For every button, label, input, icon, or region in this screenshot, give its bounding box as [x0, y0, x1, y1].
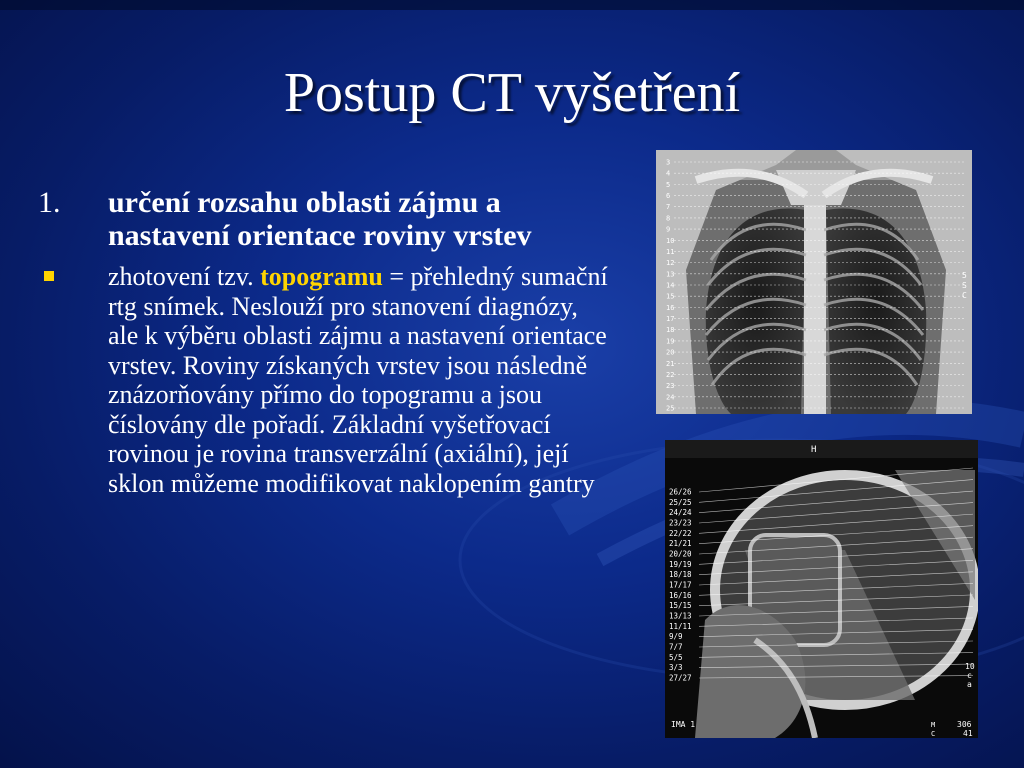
slice-number-label: 26/26	[669, 487, 692, 497]
slice-number-label: 23/23	[669, 518, 692, 528]
slice-number-label: 15	[666, 292, 675, 301]
slice-number-label: 11/11	[669, 621, 692, 631]
slice-number-label: 21	[666, 359, 675, 368]
skull-bottom-right-label: 306	[957, 720, 972, 729]
bullet-text-before: zhotovení tzv.	[108, 262, 261, 291]
slice-number-label: 24	[666, 393, 675, 402]
slice-number-label: 23	[666, 382, 675, 391]
slice-number-label: 17	[666, 315, 675, 324]
slice-number-label: 9/9	[669, 632, 683, 642]
slice-number-label: 22/22	[669, 528, 692, 538]
slice-number-label: 21/21	[669, 539, 692, 549]
skull-xray-graphic	[665, 440, 978, 738]
skull-right-label-3: a	[967, 680, 972, 689]
skull-bottom-mid-label-2: C	[931, 730, 936, 738]
chest-side-label: C	[962, 291, 967, 300]
slice-number-label: 11	[666, 247, 675, 256]
slide-title: Postup CT vyšetření	[283, 62, 741, 124]
slice-number-label: 20	[666, 348, 675, 357]
slice-number-label: 3	[666, 158, 671, 167]
bullet-item	[38, 262, 608, 498]
bullet-text	[108, 262, 608, 498]
item-number: 1.	[38, 186, 61, 219]
slice-number-label: 8	[666, 214, 671, 223]
slice-number-label: 24/24	[669, 508, 692, 518]
slice-number-label: 3/3	[669, 663, 683, 673]
slice-number-label: 19	[666, 337, 675, 346]
highlight-term: topogramu	[260, 262, 383, 291]
item-text: určení rozsahu oblasti zájmu a nastavení orientace roviny vrstev	[108, 186, 532, 252]
numbered-item	[38, 186, 608, 252]
slice-number-label: 27/27	[669, 673, 692, 683]
skull-bottom-mid-label-1: M	[931, 721, 936, 729]
skull-topogram-image	[665, 440, 978, 738]
slice-number-label: 25/25	[669, 497, 692, 507]
skull-right-label-2: c	[967, 671, 972, 680]
slice-number-label: 7/7	[669, 642, 683, 652]
slice-number-label: 20/20	[669, 549, 692, 559]
slice-number-label: 10	[666, 236, 675, 245]
bullet-text-after: = přehledný sumační rtg snímek. Neslouží pro stanovení diagnózy, ale k výběru oblasti zájmu a nastavení orientace vrstev. Roviny získaných vrstev jsou následně znázorňovány přímo do topogramu a jsou číslovány dle pořadí. Základní vyšetřovací rovinou je rovina transverzální (axiální), její sklon můžeme modifikovat naklopením gantry	[108, 262, 608, 498]
square-bullet-icon	[38, 262, 108, 498]
slice-number-label: 19/19	[669, 559, 692, 569]
skull-bottom-right-label-2: 41	[963, 729, 973, 738]
slice-number-label: 22	[666, 370, 675, 379]
slice-number-label: 6	[666, 192, 671, 201]
slice-number-label: 18/18	[669, 570, 692, 580]
skull-bottom-left-label: IMA 1	[671, 720, 696, 729]
slice-number-label: 17/17	[669, 580, 692, 590]
slice-number-label: 13/13	[669, 611, 692, 621]
slice-number-label: 16/16	[669, 590, 692, 600]
skull-right-label-1: 10	[965, 662, 975, 671]
skull-top-label: H	[811, 445, 817, 455]
slice-number-label: 7	[666, 203, 671, 212]
slice-number-label: 18	[666, 326, 675, 335]
chest-topogram-image	[656, 150, 972, 414]
slice-number-label: 13	[666, 270, 675, 279]
chest-side-label: S	[962, 281, 967, 290]
slice-number-label: 4	[666, 169, 671, 178]
slice-number-label: 25	[666, 404, 675, 413]
slice-number-label: 5	[666, 180, 671, 189]
slice-number-label: 5/5	[669, 652, 683, 662]
slide-body	[38, 186, 608, 498]
slice-number-label: 14	[666, 281, 675, 290]
chest-xray-graphic	[656, 150, 972, 414]
chest-side-label: 5	[962, 271, 967, 280]
slice-number-label: 9	[666, 225, 671, 234]
slice-number-label: 12	[666, 259, 675, 268]
slice-number-label: 15/15	[669, 601, 692, 611]
slice-number-label: 16	[666, 303, 675, 312]
